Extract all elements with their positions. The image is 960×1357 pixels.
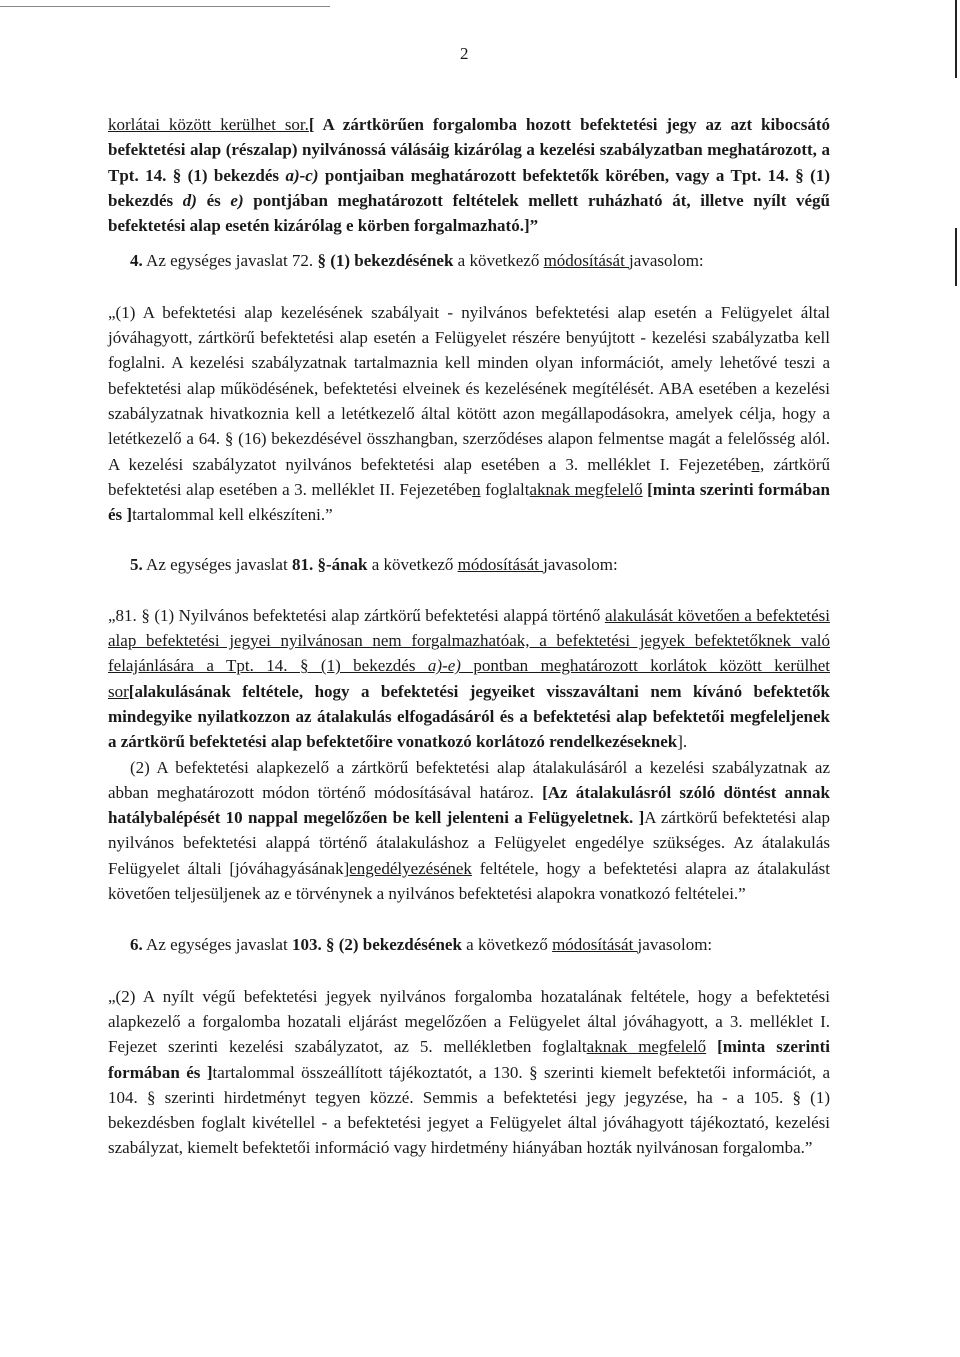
text-span: A zártkörű befektetési alap nyilvános befektetési alappá történő átalakuláshoz a Felügyelet engedélye szükséges. Az átalakulás Felügyelet általi [108, 808, 830, 878]
text-span: foglalt [480, 479, 530, 499]
section-ref: §-ának [317, 555, 368, 575]
text-span: a következő [367, 555, 458, 575]
heading-number: 5. [130, 555, 143, 575]
heading-number: 4. [130, 251, 143, 271]
section-ref: § (1) bekezdésének [317, 251, 454, 271]
inserted-text: [minta szerinti formában és ] [108, 1037, 831, 1082]
struck-text: aknak megfelelő [529, 479, 643, 499]
text-span: zártkörű befektetési alap esetében a 3. melléklet II. Fejezetébe [108, 454, 831, 499]
text-span [706, 1037, 717, 1056]
paragraph-continuation [108, 112, 830, 238]
amendment-text-5-2 [108, 755, 830, 907]
amendment-heading-5 [108, 552, 830, 577]
text-span: [jóváhagyásának] [229, 858, 350, 878]
text-span: javasolom: [637, 935, 713, 955]
text-span: a következő [453, 251, 544, 271]
amendment-heading-6 [108, 932, 830, 957]
scan-top-line [0, 6, 330, 7]
inserted-text: [Az átalakulásról szóló döntést annak hatálybalépését 10 nappal megelőzően be kell jelenteni a Felügyeletnek. ] [108, 782, 830, 828]
struck-text: engedélyezésének [349, 858, 472, 878]
text-span: feltétele, hogy a befektetési alapra az átalakulást követően teljesüljenek az e törvénynek a nyilvános befektetési alapokra vonatkozó feltételei.” [108, 858, 830, 904]
struck-text: alakulását követően a befektetési alap befektetési jegyei nyilvánosan nem forgalmazhatóak, a befektetési jegyek befektetőknek való felajánlására a Tpt. 14. § (1) bekezdés [108, 605, 830, 676]
text-span: „(2) A nyílt végű befektetési jegyek nyilvános forgalomba hozatalának feltétele, hogy a befektetési alapkezelő a forgalomba hozatali eljárást megelőzően a Felügyelet által jóváhagyott, a 3. melléklet I. Fejezet szerinti kezelési szabályzatot, az 5. mellékletben foglalt [108, 986, 830, 1057]
struck-text: a)-e) [427, 656, 461, 676]
text-span: tartalommal összeállított tájékoztatót, a 130. § szerinti kiemelt befektetői információt, a 104. § szerinti hirdetményt tegyen közzé. Semmis a befektetési jegy jegyzése, ha - a 105. § (1) bekezdésben foglalt kivétellel - a befektetési jegyet a Felügyelet által jóváhagyott tájékoztató, kezelési szabályzat, kiemelt befektetői információ vagy hirdetmény hiányában hozták nyilvánosan forgalomba.” [108, 1062, 830, 1158]
text-span: tartalommal kell elkészíteni.” [132, 505, 333, 525]
section-ref: 81. [291, 555, 314, 575]
amendment-text-5-1 [108, 603, 830, 755]
text-span: „81. § (1) Nyilvános befektetési alap zártkörű befektetési alappá történő [108, 605, 605, 625]
text-span: (2) A befektetési alapkezelő a zártkörű befektetési alap átalakulásáról a kezelési szabályzatnak az abban meghatározott módon történő módosításával határoz. [108, 757, 830, 802]
amendment-heading-4 [108, 248, 830, 273]
text-span: „(1) A befektetési alap kezelésének szabályait - nyilvános befektetési alap esetén a Felügyelet által jóváhagyott, zártkörű befektetési alap esetén a Felügyelet részére benyújtott - kezelési szabályzatba kell foglalni. A kezelési szabályzatnak tartalmaznia kell minden olyan információt, amely lehetővé teszi a befektetési alap működésének, befektetési elveinek és kezelésének megítélését. ABA esetében a kezelési szabályzatnak hivatkoznia kell a letétkezelő által kötött azon megállapodásokra, amelyek célja, hogy a letétkezelő a 64. § (16) bekezdésével összhangban, szerződéses alapon felmentse magát a felelősség alól. A kezelési szabályzatot nyilvános befektetési alap esetében a 3. melléklet I. Fejezetébe [108, 302, 830, 474]
heading-number: 6. [130, 935, 143, 955]
text-span: Az egységes javaslat [142, 935, 292, 955]
section-ref: § (2) bekezdésének [325, 935, 462, 955]
inserted-text: [alakulásának feltétele, hogy a befektetési jegyeiket visszaváltani nem kívánó befektetők mindegyike nyilatkozzon az átalakulás elfogadásáról és a befektetési alap befektetői megfeleljenek a zártkörű befektetési alap befektetőire vonatkozó korlátozó rendelkezéseknek [108, 681, 830, 752]
struck-text: korlátai között kerülhet sor. [108, 115, 309, 134]
text-span: Az egységes javaslat [142, 555, 292, 575]
text-span: a következő [461, 935, 553, 955]
text-span: pontjában meghatározott feltételek mellett ruházható át, illetve nyílt végű befektetési alap esetén kizárólag e körben forgalmazható.]” [108, 190, 830, 236]
underlined-text: módosítását [457, 555, 544, 575]
inserted-text: [ A zártkörűen forgalomba hozott befektetési jegy az azt kibocsátó befektetési alap (részalap) nyilvánossá válásáig kizárólag a kezelési szabályzatban meghatározott, a Tpt. 14. § (1) bekezdés [108, 115, 831, 185]
text-span: javasolom: [629, 251, 704, 271]
struck-text: n, [751, 454, 765, 474]
revision-margin-bar [955, 228, 957, 286]
text-span: ]. [677, 732, 688, 752]
text-span: Az egységes javaslat 72. [142, 251, 318, 271]
amendment-text-4 [108, 300, 830, 528]
text-span: d) [182, 190, 197, 210]
underlined-text: módosítását [552, 935, 638, 955]
struck-text: aknak megfelelő [586, 1037, 707, 1057]
struck-text: pontban meghatározott korlátok között kerülhet sor [108, 656, 830, 701]
text-span: javasolom: [543, 555, 618, 575]
underlined-text: módosítását [543, 251, 630, 271]
section-ref: 103. [291, 935, 322, 955]
inserted-text: [minta szerinti formában és ] [108, 479, 830, 525]
revision-margin-bar [955, 0, 957, 78]
text-span: a)-c) [285, 165, 319, 185]
text-span: e) [230, 190, 244, 210]
amendment-text-6 [108, 984, 830, 1161]
page-number: 2 [460, 44, 469, 63]
document-body [108, 112, 830, 1161]
struck-text: n [472, 479, 481, 499]
text-span: pontjaiban meghatározott befektetők körében, vagy a Tpt. 14. § (1) bekezdés [108, 165, 830, 210]
text-span: és [196, 190, 231, 210]
